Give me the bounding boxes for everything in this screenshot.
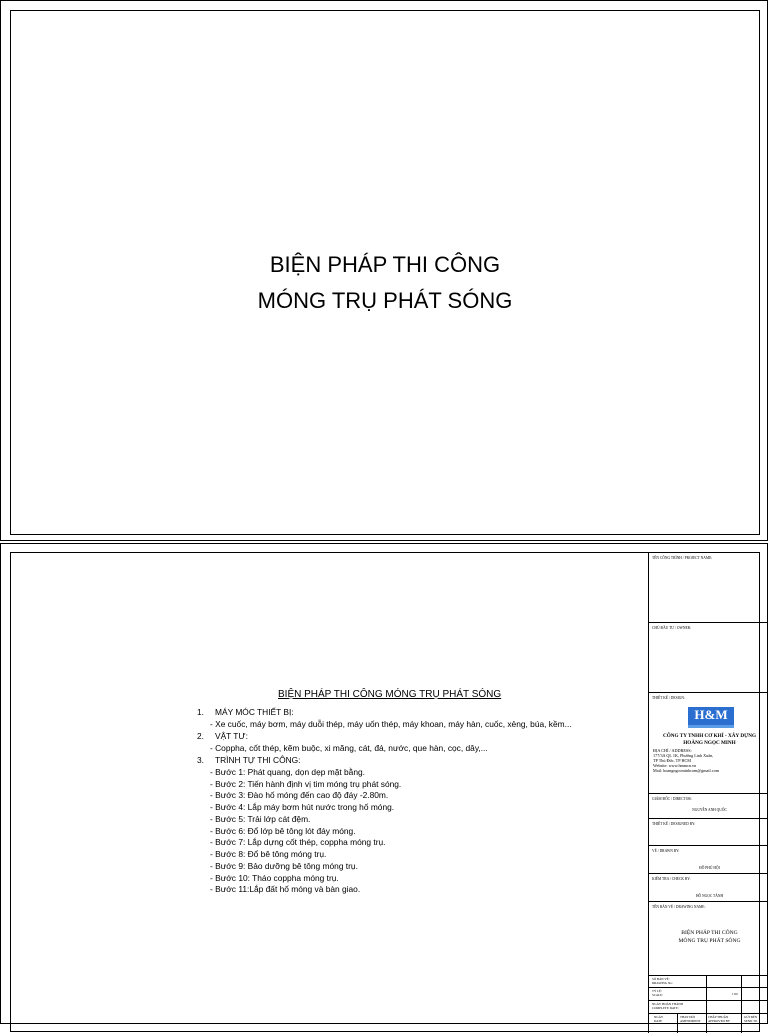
complete-date-label-en: COMPLETE DATE: (652, 1006, 679, 1010)
divider (741, 988, 742, 1001)
company-logo-strip (688, 725, 734, 728)
scale-label: TỶ LỆ: (652, 989, 662, 993)
director-label: GIÁM ĐỐC / DIRECTOR: (652, 797, 692, 801)
amendment-cell-label: THAY ĐỔI (680, 1015, 695, 1019)
drawn-by-row (649, 846, 768, 874)
list-item: - Bước 5: Trải lớp cát đệm. (210, 814, 311, 824)
amendment-cell-label-en: AMENDMENT (680, 1019, 701, 1023)
list-item: - Bước 11:Lắp đất hố móng và bàn giao. (210, 884, 361, 894)
section-label: VẬT TƯ: (215, 731, 248, 741)
complete-date-label: NGÀY HOÀN THÀNH (652, 1002, 683, 1006)
check-by-name: HỒ NGỌC TÀNH (695, 894, 724, 898)
check-by-label: KIỂM TRA / CHECK BY: (652, 877, 691, 881)
drawing-name-label: TÊN BẢN VẼ / DRAWING NAME: (652, 905, 706, 909)
scale-label-en: SCALE: (652, 993, 663, 997)
drawing-name-line-2: MÓNG TRỤ PHÁT SÓNG (678, 938, 741, 944)
section-number: 2. (197, 731, 204, 741)
director-row (649, 794, 768, 819)
company-name-line-2: HOÀNG NGỌC MINH (683, 740, 736, 746)
project-row (649, 553, 768, 623)
address-line: Website: www.hmmcn.vn (653, 763, 697, 768)
divider (741, 1001, 742, 1014)
design-label: THIẾT KẾ / DESIGN: (652, 696, 685, 700)
address-line: ĐỊA CHỈ / ADDRESS: (653, 748, 692, 753)
owner-row (649, 623, 768, 693)
approved-cell-label: CHẤP THUẬN (708, 1015, 729, 1019)
scale-row (649, 988, 768, 1001)
designed-by-row (649, 819, 768, 846)
list-item: - Bước 1: Phát quang, dọn dẹp mặt bằng. (210, 767, 365, 777)
list-item: - Coppha, cốt thép, kẽm buộc, xi măng, cát, đá, nước, que hàn, cọc, dây,... (210, 743, 488, 753)
date-cell-label-en: DATE (654, 1019, 663, 1023)
drawing-name-row (649, 902, 768, 976)
section-label: MÁY MÓC THIẾT BỊ: (215, 707, 294, 717)
date-cell-label: NGÀY (654, 1015, 664, 1019)
cover-title-line-2: MÓNG TRỤ PHÁT SÓNG (257, 288, 513, 313)
send-to-cell-label-en: SEND TO (744, 1019, 758, 1023)
list-item: - Xe cuốc, máy bơm, máy duỗi thép, máy uốn thép, máy khoan, máy hàn, cuốc, xẻng, búa, kềm... (210, 719, 572, 729)
approved-cell-label-en: APPROVED BY (708, 1019, 731, 1023)
address-line: 177/3A QL 1K, Phường Linh Xuân, (653, 753, 714, 758)
divider (706, 976, 707, 988)
drawn-by-name: ĐỖ PHÚ HỘI (699, 866, 720, 870)
scale-value: 1:00 (732, 992, 738, 996)
title-block (648, 553, 768, 1033)
cover-title-line-1: BIỆN PHÁP THI CÔNG (269, 252, 501, 277)
address-line: Mail: hoangngocminhcom@gmail.com (653, 768, 719, 773)
section-number: 3. (197, 755, 204, 765)
check-by-row (649, 874, 768, 902)
list-item: - Bước 10: Tháo coppha móng trụ. (210, 873, 339, 883)
method-title: BIỆN PHÁP THI CÔNG MÓNG TRỤ PHÁT SÓNG (278, 689, 502, 700)
list-item: - Bước 9: Bảo dưỡng bê tông móng trụ. (210, 861, 358, 871)
list-item: - Bước 8: Đổ bê tông móng trụ. (210, 849, 327, 859)
section-number: 1. (197, 707, 204, 717)
company-name-line-1: CÔNG TY TNHH CƠ KHÍ - XÂY DỰNG (662, 733, 757, 739)
owner-label: CHỦ ĐẦU TƯ / OWNER: (652, 626, 692, 630)
list-item: - Bước 7: Lắp dựng cốt thép, coppha móng trụ. (210, 837, 386, 847)
divider (706, 1001, 707, 1014)
list-item: - Bước 4: Lắp máy bơm hút nước trong hố móng. (210, 802, 395, 812)
complete-date-row (649, 1001, 768, 1014)
address-line: TP Thủ Đức, TP HCM (653, 758, 691, 763)
divider (741, 976, 742, 988)
director-name: NGUYỄN ANH QUỐC (692, 808, 727, 812)
drawn-by-label: VẼ / DRAWN BY: (652, 849, 680, 853)
section-label: TRÌNH TỰ THI CÔNG: (215, 755, 301, 765)
list-item: - Bước 3: Đào hố móng đến cao độ đáy -2.80m. (210, 790, 389, 800)
cover-frame (10, 10, 760, 535)
company-logo: H&M (688, 707, 734, 725)
method-sheet (0, 543, 768, 1024)
drawing-no-row (649, 976, 768, 988)
divider (706, 988, 707, 1001)
list-item: - Bước 6: Đổ lớp bê tông lót đáy móng. (210, 826, 356, 836)
method-frame (10, 552, 760, 1032)
designed-by-label: THIẾT KẾ / DESIGNED BY: (652, 822, 696, 826)
drawing-no-label-en: DRAWING No: (652, 981, 673, 985)
drawing-no-label: SỐ BẢN VẼ: (652, 977, 670, 981)
project-label: TÊN CÔNG TRÌNH / PROJECT NAME: (652, 556, 713, 560)
list-item: - Bước 2: Tiến hành định vị tim móng trụ phát sóng. (210, 779, 402, 789)
send-to-cell-label: GỬI ĐẾN (744, 1015, 758, 1019)
drawing-name-line-1: BIỆN PHÁP THI CÔNG (681, 930, 738, 936)
